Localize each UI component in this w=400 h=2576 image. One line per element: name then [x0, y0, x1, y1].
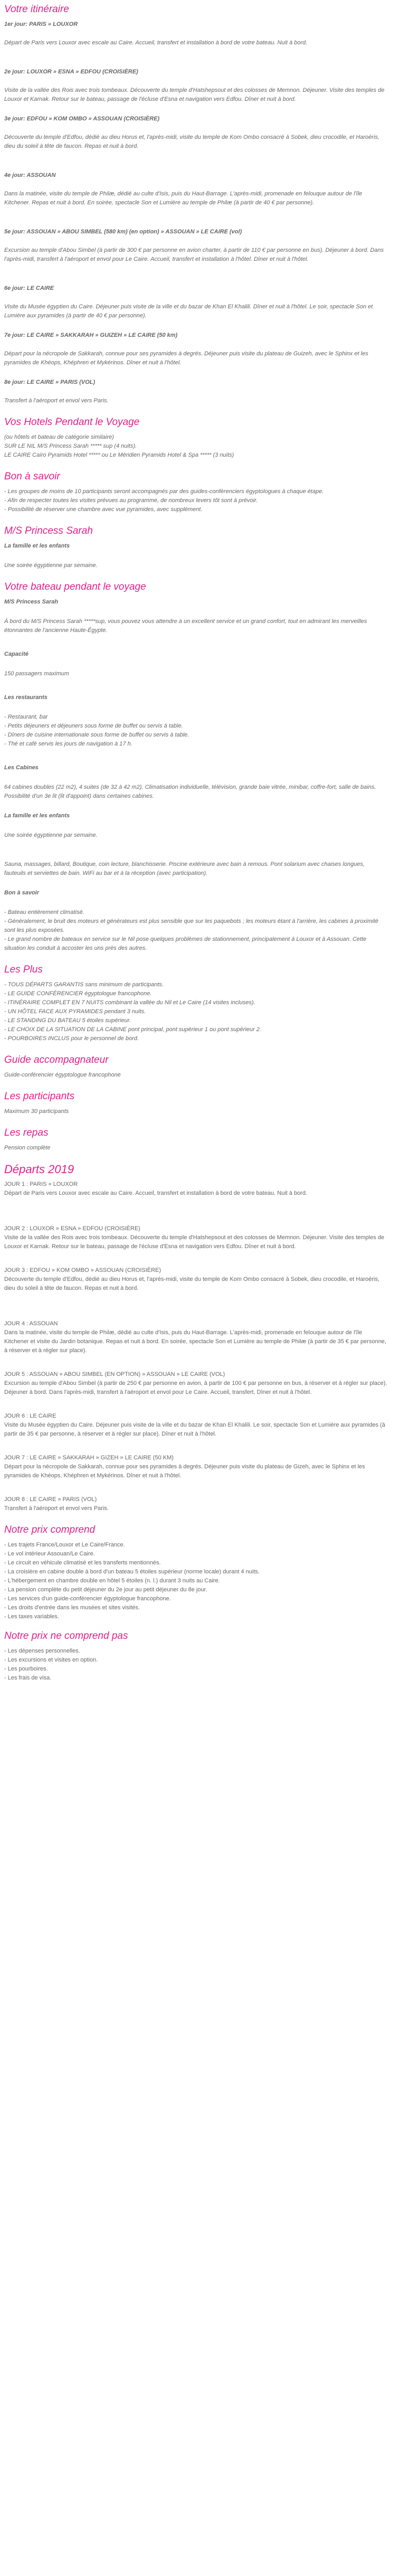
- excludes-line: - Les frais de visa.: [4, 1675, 52, 1681]
- family-heading: La famille et les enfants: [4, 813, 70, 819]
- dep-day-6: [4, 1412, 387, 1439]
- princess-title: M/S Princess Sarah: [4, 525, 93, 536]
- dep-day-text: Visite de la vallée des Rois avec trois tombeaux. Découverte du temple d'Hatshepsout et des colosses de Memnon. Déjeuner. Visite des temples de Louxor et Karnak. Retour sur le bateau, passage de l'écluse d'Esna et navigation vers Edfou. Dîner et nuit à bord.: [4, 1234, 385, 1250]
- dep-day-heading: JOUR 2 : LOUXOR » ESNA » EDFOU (CROISIÈRE): [4, 1225, 140, 1232]
- day-2: [4, 68, 387, 104]
- plus-title: Les Plus: [4, 964, 43, 975]
- boat-bon-list: [4, 908, 387, 953]
- day-heading: 7e jour: LE CAIRE » SAKKARAH » GUIZEH » LE CAIRE (50 km): [4, 332, 178, 338]
- dep-day-text: Dans la matinée, visite du temple de Philæ, dédié au culte d'Isis, puis du Haut-Barrage. L'après-midi, promenade en felouque autour de l'île Kitchener et visite du Jardin botanique. Repas et nuit à bord. En soirée, spectacle Son et Lumière au temple de Philæ (à partir de 35 € par personne, à réserver et à régler sur place).: [4, 1329, 386, 1354]
- dep-day-2: [4, 1224, 387, 1251]
- day-text: Excursion au temple d'Abou Simbel (à partir de 300 € par personne en avion charter, à partir de 110 € par personne en bus). Déjeuner à bord. Dans l'après-midi, transfert à l'aéroport et envol pour Le Caire. Accueil, transfert et installation à l'hôtel. Dîner et nuit à l'hôtel.: [4, 247, 384, 262]
- restaurant-line: - Dîners de cuisine internationale sous forme de buffet ou servis à table.: [4, 732, 189, 738]
- guide-text: Guide-conférencier égyptologue francophone: [4, 1072, 121, 1078]
- day-5: [4, 228, 387, 264]
- plus-line: - LE CHOIX DE LA SITUATION DE LA CABINE pont principal, pont supérieur 1 ou pont supérieur 2.: [4, 1026, 261, 1033]
- price-includes-title: Notre prix comprend: [4, 1524, 96, 1535]
- dep-day-7: [4, 1454, 387, 1480]
- includes-line: - La pension complète du petit déjeuner du 2e jour au petit déjeuner du 8e jour.: [4, 1587, 207, 1593]
- bon-line: - Afin de respecter toutes les visites prévues au programme, de nombreux levers tôt sont à prévoir.: [4, 497, 258, 504]
- day-text: Visite du Musée égyptien du Caire. Déjeuner puis visite de la ville et du bazar de Khan El Khalili. Dîner et nuit à l'hôtel. Le soir, spectacle Son et Lumière aux pyramides (à partir de 40 € par personne).: [4, 304, 373, 319]
- day-heading: 1er jour: PARIS » LOUXOR: [4, 21, 78, 27]
- bon-line: - Les groupes de moins de 10 participants seront accompagnés par des guides-conférenciers égyptologues à chaque étape.: [4, 488, 324, 495]
- day-3: [4, 115, 387, 151]
- dep-day-heading: JOUR 4 : ASSOUAN: [4, 1320, 58, 1327]
- day-text: Visite de la vallée des Rois avec trois tombeaux. Découverte du temple d'Hatshepsout et des colosses de Memnon. Déjeuner. Visite des temples de Louxor et Karnak. Retour sur le bateau, passage de l'écluse d'Esna et navigation vers Edfou. Dîner et nuit à bord.: [4, 87, 385, 102]
- dep-day-heading: JOUR 8 : LE CAIRE » PARIS (VOL): [4, 1496, 97, 1503]
- capacity-heading: Capacité: [4, 651, 28, 657]
- bon-a-savoir-block: [4, 487, 387, 514]
- bateau-title: Votre bateau pendant le voyage: [4, 581, 146, 592]
- bateau-text: À bord du M/S Princess Sarah *****sup, vous pouvez vous attendre à un excellent service et un grand confort, tout en admirant les merveilles étonnantes de l'ancienne Haute-Égypte.: [4, 618, 367, 634]
- dep-day-text: Visite du Musée égyptien du Caire. Déjeuner puis visite de la ville et du bazar de Khan El Khalili. Le soir, spectacle Son et Lumière aux pyramides (à partir de 35 € par personne, à réserver et à régler sur place). Dîner et nuit à l'hôtel.: [4, 1422, 385, 1437]
- day-text: Départ de Paris vers Louxor avec escale au Caire. Accueil, transfert et installation à bord de votre bateau. Nuit à bord.: [4, 40, 308, 46]
- capacity-text: 150 passagers maximum: [4, 671, 69, 677]
- includes-line: - Le vol intérieur Assouan/Le Caire.: [4, 1551, 95, 1557]
- dep-day-4: [4, 1319, 387, 1355]
- dep-day-heading: JOUR 7 : LE CAIRE » SAKKARAH » GIZEH » LE CAIRE (50 KM): [4, 1455, 174, 1461]
- services-text: Sauna, massages, billard, Boutique, coin lecture, blanchisserie. Piscine extérieure avec bain à remous. Pont solarium avec chaises longues, fauteuils et serviettes de bain. WiFi au bar et à la réception (avec participation).: [4, 861, 365, 876]
- dep-day-heading: JOUR 3 : EDFOU » KOM OMBO » ASSOUAN (CROISIÈRE): [4, 1267, 161, 1273]
- boat-bon-line: - Bateau entièrement climatisé.: [4, 909, 84, 916]
- guide-title: Guide accompagnateur: [4, 1054, 109, 1065]
- repas-title: Les repas: [4, 1127, 49, 1138]
- restaurants-list: [4, 713, 387, 749]
- day-heading: 2e jour: LOUXOR » ESNA » EDFOU (CROISIÈRE): [4, 69, 138, 75]
- family-text: Une soirée égyptienne par semaine.: [4, 832, 98, 838]
- restaurant-line: - Restaurant, bar: [4, 714, 48, 720]
- day-text: Départ pour la nécropole de Sakkarah, connue pour ses pyramides à degrés. Déjeuner puis visite du plateau de Guizeh, avec le Sphinx et les pyramides de Khéops, Khéphren et Mykérinos. Dîner et nuit à l'hôtel.: [4, 351, 368, 366]
- plus-line: - LE STANDING DU BATEAU 5 étoiles supérieur.: [4, 1017, 131, 1024]
- excludes-line: - Les dépenses personnelles.: [4, 1648, 80, 1654]
- day-6: [4, 284, 387, 320]
- participants-title: Les participants: [4, 1091, 75, 1102]
- dep-day-text: Départ pour la nécropole de Sakkarah, connue pour ses pyramides à degrés. Déjeuner puis visite du plateau de Gizeh, avec le Sphinx et les pyramides de Khéops, Khéphren et Mykérinos. Dîner et nuit à l'hôtel.: [4, 1464, 365, 1479]
- dep-day-heading: JOUR 1 : PARIS » LOUXOR: [4, 1181, 78, 1187]
- excludes-line: - Les pourboires.: [4, 1666, 48, 1672]
- restaurant-line: - Petits déjeuners et déjeuners sous forme de buffet ou servis à table.: [4, 723, 183, 729]
- cabins-text: 64 cabines doubles (22 m2), 4 suites (de 32 à 42 m2). Climatisation individuelle, télévision, grande baie vitrée, minibar, coffre-fort, salle de bains. Possibilité d'un 3e lit (lit d'appoint) dans certaines cabines.: [4, 784, 376, 799]
- princess-sub: La famille et les enfants: [4, 543, 70, 549]
- includes-line: - Les droits d'entrée dans les musées et sites visités.: [4, 1605, 140, 1611]
- price-excludes-title: Notre prix ne comprend pas: [4, 1630, 128, 1641]
- includes-line: - Les trajets France/Louxor et Le Caire/France.: [4, 1542, 125, 1548]
- day-heading: 8e jour: LE CAIRE » PARIS (VOL): [4, 379, 96, 385]
- princess-text: Une soirée égyptienne par semaine.: [4, 562, 98, 569]
- bon-a-savoir-title: Bon à savoir: [4, 471, 60, 482]
- repas-text: Pension complète: [4, 1145, 51, 1151]
- day-4: [4, 171, 387, 207]
- hotels-line: SUR LE NIL M/S Princess Sarah ***** sup (4 nuits).: [4, 443, 137, 449]
- day-1: [4, 20, 387, 48]
- dep-day-text: Excursion au temple d'Abou Simbel (à partir de 250 € par personne en avion, à partir de 100 € par personne en bus, à réserver et à régler sur place). Déjeuner à bord. Dans l'après-midi, transfert à l'aéroport et envol pour Le Caire. Accueil, transfert, Dîner et nuit à l'hôtel.: [4, 1380, 387, 1395]
- includes-line: - Le circuit en véhicule climatisé et les transferts mentionnés.: [4, 1560, 161, 1566]
- dep-day-heading: JOUR 5 : ASSOUAN » ABOU SIMBEL (EN OPTION) » ASSOUAN » LE CAIRE (VOL): [4, 1371, 225, 1377]
- plus-list: [4, 980, 387, 1043]
- dep-day-text: Transfert à l'aéroport et envol vers Paris.: [4, 1505, 109, 1512]
- includes-line: - Les taxes variables.: [4, 1613, 59, 1620]
- includes-line: - L'hébergement en chambre double en hôtel 5 étoiles (n. l.) durant 3 nuits au Caire.: [4, 1578, 220, 1584]
- price-includes-list: [4, 1541, 387, 1621]
- itinerary-title: Votre itinéraire: [4, 4, 69, 15]
- departures-2019-title: Départs 2019: [4, 1163, 74, 1176]
- day-heading: 6e jour: LE CAIRE: [4, 285, 54, 291]
- plus-line: - UN HÔTEL FACE AUX PYRAMIDES pendant 3 nuits.: [4, 1008, 146, 1015]
- dep-day-text: Départ de Paris vers Louxor avec escale au Caire. Accueil, transfert et installation à bord de votre bateau. Nuit à bord.: [4, 1190, 308, 1196]
- plus-line: - ITINÉRAIRE COMPLET EN 7 NUITS combinant la vallée du Nil et Le Caire (14 visites incluses).: [4, 999, 255, 1006]
- excludes-line: - Les excursions et visites en option.: [4, 1657, 98, 1663]
- plus-line: - LE GUIDE CONFÉRENCIER égyptologue francophone.: [4, 990, 152, 997]
- day-8: [4, 378, 387, 405]
- plus-line: - POURBOIRES INCLUS pour le personnel de bord.: [4, 1035, 139, 1042]
- restaurants-heading: Les restaurants: [4, 694, 47, 701]
- dep-day-5: [4, 1370, 387, 1397]
- dep-day-text: Découverte du temple d'Edfou, dédié au dieu Horus et, l'après-midi, visite du temple de Kom Ombo consacré à Sobek, dieu crocodile, et Haroéris, dieu du soleil à tête de faucon. Repas et nuit à bord.: [4, 1276, 380, 1291]
- day-text: Transfert à l'aéroport et envol vers Paris.: [4, 398, 109, 404]
- hotels-line: (ou hôtels et bateau de catégorie similaire): [4, 434, 114, 440]
- restaurant-line: - Thé et café servis les jours de navigation à 17 h.: [4, 741, 132, 747]
- participants-text: Maximum 30 participants: [4, 1108, 69, 1115]
- day-heading: 3e jour: EDFOU » KOM OMBO » ASSOUAN (CROISIÈRE): [4, 116, 160, 122]
- boat-bon-line: - Le grand nombre de bateaux en service sur le Nil pose quelques problèmes de stationnement, principalement à Louxor et à Assouan. Cette situation les conduit à accoster les uns près des autres.: [4, 936, 367, 951]
- includes-line: - La croisière en cabine double à bord d'un bateau 5 étoiles supérieur (norme locale) durant 4 nuits.: [4, 1569, 260, 1575]
- day-7: [4, 331, 387, 367]
- bateau-name: M/S Princess Sarah: [4, 599, 59, 605]
- bon-line: - Possibilité de réserver une chambre avec vue pyramides, avec supplément.: [4, 506, 203, 513]
- boat-bon-line: - Généralement, le bruit des moteurs et générateurs est plus sensible que sur les paquebots ; les moteurs étant à l'arrière, les cabines à proximité sont les plus exposées.: [4, 918, 378, 933]
- price-excludes-list: [4, 1647, 387, 1683]
- boat-bon-heading: Bon à savoir: [4, 890, 40, 896]
- hotels-line: LE CAIRE Cairo Pyramids Hotel ***** ou Le Méridien Pyramids Hotel & Spa ***** (3 nuits): [4, 452, 234, 458]
- hotels-title: Vos Hotels Pendant le Voyage: [4, 417, 140, 428]
- cabins-heading: Les Cabines: [4, 765, 39, 771]
- day-text: Dans la matinée, visite du temple de Philæ, dédié au culte d'Isis, puis du Haut-Barrage. L'après-midi, promenade en felouque autour de l'île Kitchener. Repas et nuit à bord. En soirée, spectacle Son et Lumière au temple de Philæ (à partir de 40 € par personne).: [4, 191, 363, 206]
- plus-line: - TOUS DÉPARTS GARANTIS sans minimum de participants.: [4, 982, 164, 988]
- dep-day-1: [4, 1180, 387, 1198]
- dep-day-3: [4, 1266, 387, 1293]
- includes-line: - Les services d'un guide-conférencier égyptologue francophone.: [4, 1596, 171, 1602]
- day-heading: 5e jour: ASSOUAN » ABOU SIMBEL (580 km) (en option) » ASSOUAN » LE CAIRE (vol): [4, 229, 242, 235]
- hotels-block: [4, 433, 387, 460]
- day-text: Découverte du temple d'Edfou, dédié au dieu Horus et, l'après-midi, visite du temple de Kom Ombo consacré à Sobek, dieu crocodile, et Haroéris, dieu du soleil à tête de faucon. Repas et nuit à bord.: [4, 134, 380, 149]
- dep-day-8: [4, 1495, 387, 1513]
- day-heading: 4e jour: ASSOUAN: [4, 172, 56, 178]
- dep-day-heading: JOUR 6 : LE CAIRE: [4, 1413, 56, 1419]
